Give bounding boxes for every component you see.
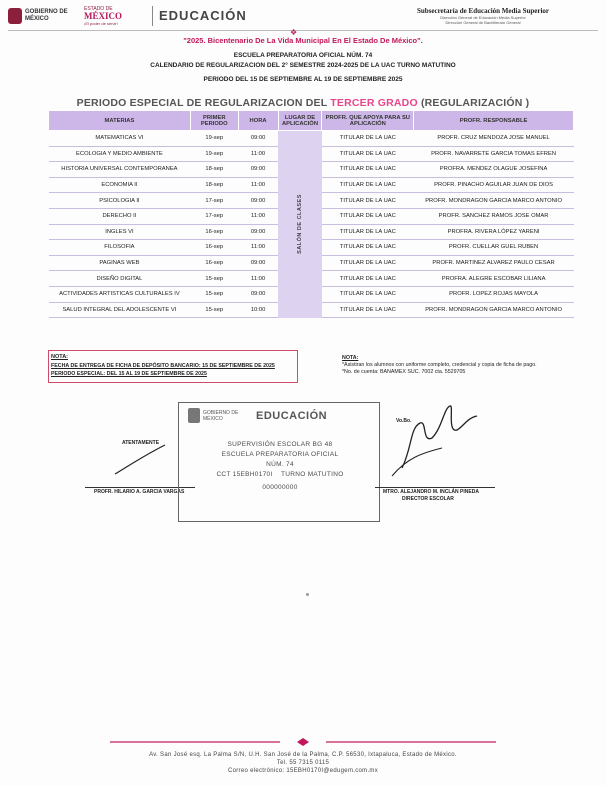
lugar-label: SALÓN DE CLASES [296, 194, 303, 255]
cell-responsable: PROFR. MARTINEZ ALVAREZ PAULO CESAR [414, 255, 574, 271]
cell-responsable: PROFR. NAVARRETE GARCIA TOMAS EFREN [414, 146, 574, 162]
stamp-line1: SUPERVISIÓN ESCOLAR BG 48 [227, 441, 333, 448]
note-right-heading: NOTA: [342, 355, 359, 361]
cell-apoya: TITULAR DE LA UAC [322, 131, 414, 147]
note-left-heading: NOTA: [51, 354, 69, 360]
stamp-line5: 000000000 [262, 484, 298, 491]
cell-periodo: 16-sep [190, 255, 238, 271]
sig-left-label: ATENTAMENTE [122, 440, 160, 446]
table-title-highlight: TERCER GRADO [330, 97, 418, 109]
stamp-logo-text: GOBIERNO DE MÉXICO [203, 410, 239, 422]
cell-periodo: 16-sep [190, 240, 238, 256]
col-periodo: PRIMER PERIODO [190, 111, 238, 131]
dept-title: EDUCACIÓN [159, 8, 247, 23]
cell-responsable: PROFR. PINACHO AGUILAR JUAN DE DIOS [414, 177, 574, 193]
cell-apoya: TITULAR DE LA UAC [322, 302, 414, 318]
note-right-line1: *Asistiran los alumnos con uniforme completo, credencial y copia de ficha de pago. [342, 362, 537, 368]
cell-periodo: 15-sep [190, 302, 238, 318]
coat-of-arms-icon [8, 8, 22, 24]
cell-apoya: TITULAR DE LA UAC [322, 286, 414, 302]
sig-right-name: MTRO. ALEJANDRO M. INCLÁN PINEDA [383, 489, 479, 495]
cell-responsable: PROFR. CUELLAR GUEL RUBEN [414, 240, 574, 256]
gov-logo-text: GOBIERNO DE MÉXICO [25, 9, 68, 22]
note-right [342, 355, 574, 376]
state-logo [84, 6, 148, 26]
cell-periodo: 15-sep [190, 286, 238, 302]
cell-responsable: PROFRA. MENDEZ OLAGUE JOSEFINA [414, 162, 574, 178]
cell-materia: INGLES VI [49, 224, 191, 240]
cell-hora: 09:00 [238, 224, 278, 240]
cell-hora: 09:00 [238, 131, 278, 147]
cell-apoya: TITULAR DE LA UAC [322, 146, 414, 162]
ornament-icon: ❖ [290, 28, 298, 37]
cell-apoya: TITULAR DE LA UAC [322, 255, 414, 271]
col-materias: MATERIAS [49, 111, 191, 131]
sub-title: Subsecretaría de Educación Media Superior [416, 7, 550, 15]
table-title-part1: PERIODO ESPECIAL DE REGULARIZACION DEL [76, 97, 331, 109]
stamp-logo [188, 408, 248, 426]
cell-responsable: PROFR. LOPEZ ROJAS MAYOLA [414, 286, 574, 302]
cell-materia: FILOSOFIA [49, 240, 191, 256]
table-row [49, 131, 574, 147]
state-logo-motto: ¡El poder de servir! [84, 21, 118, 26]
note-right-line2: *No. de cuenta: BANAMEX SUC. 7002 cta. 5529705 [342, 369, 466, 375]
cell-apoya: TITULAR DE LA UAC [322, 271, 414, 287]
cell-hora: 11:00 [238, 240, 278, 256]
cell-lugar [278, 131, 322, 318]
stamp-dept: EDUCACIÓN [256, 410, 328, 422]
sig-right-label: Vo.Bo. [396, 418, 412, 424]
cell-periodo: 16-sep [190, 224, 238, 240]
table-title-part2: (REGULARIZACIÓN ) [417, 97, 530, 109]
stamp-emblem-icon [188, 408, 200, 423]
school-title: ESCUELA PREPARATORIA OFICIAL NÚM. 74 [233, 52, 373, 59]
calendar-title: CALENDARIO DE REGULARIZACION DEL 2° SEMESTRE 2024-2025 DE LA UAC TURNO MATUTINO [150, 62, 456, 69]
sub-line-2: Dirección General de Bachillerato General [445, 20, 521, 25]
cell-responsable: PROFR. MONDRAGON GARCIA MARCO ANTONIO [414, 193, 574, 209]
cell-periodo: 17-sep [190, 193, 238, 209]
col-lugar: LUGAR DE APLICACIÓN [278, 111, 322, 131]
col-hora: HORA [238, 111, 278, 131]
cell-materia: HISTORIA UNIVERSAL CONTEMPORANEA [49, 162, 191, 178]
cell-materia: SALUD INTEGRAL DEL ADOLESCENTE VI [49, 302, 191, 318]
footer-address: Av. San José esq. La Palma S/N, U.H. San José de la Palma, C.P. 56530, Ixtapaluca, Estado de México. [149, 752, 457, 758]
stamp-line4 [190, 471, 370, 478]
stamp-line3: NÚM. 74 [266, 461, 294, 468]
cell-apoya: TITULAR DE LA UAC [322, 193, 414, 209]
cell-hora: 11:00 [238, 271, 278, 287]
cell-hora: 11:00 [238, 208, 278, 224]
schedule-table [48, 110, 574, 318]
table-header-row [49, 111, 574, 131]
cell-materia: ECOLOGIA Y MEDIO AMBIENTE [49, 146, 191, 162]
header-rule [8, 30, 598, 31]
stamp-turno: TURNO MATUTINO [280, 471, 344, 478]
cell-hora: 11:00 [238, 146, 278, 162]
cell-apoya: TITULAR DE LA UAC [322, 240, 414, 256]
cell-responsable: PROFRA. ALEGRE ESCOBAR LILIANA [414, 271, 574, 287]
cell-materia: DISEÑO DIGITAL [49, 271, 191, 287]
cell-apoya: TITULAR DE LA UAC [322, 224, 414, 240]
col-apoya: PROFR. QUE APOYA PARA SU APLICACIÓN [322, 111, 414, 131]
signature-left-icon [110, 440, 180, 480]
motto: "2025. Bicentenario De La Vida Municipal En El Estado De México". [183, 36, 423, 45]
footer-email: Correo electrónico: 15EBH0170I@edugem.com.mx [227, 768, 379, 774]
stamp-line2: ESCUELA PREPARATORIA OFICIAL [221, 451, 339, 458]
cell-periodo: 18-sep [190, 177, 238, 193]
cell-materia: MATEMATICAS VI [49, 131, 191, 147]
cell-responsable: PROFRA. RIVERA LÓPEZ YARENI [414, 224, 574, 240]
cell-apoya: TITULAR DE LA UAC [322, 208, 414, 224]
cell-periodo: 18-sep [190, 162, 238, 178]
cell-hora: 09:00 [238, 162, 278, 178]
cell-responsable: PROFR. CRUZ MENDOZA JOSE MANUEL [414, 131, 574, 147]
cell-apoya: TITULAR DE LA UAC [322, 162, 414, 178]
header-divider [152, 6, 153, 26]
cell-hora: 11:00 [238, 177, 278, 193]
sig-right-role: DIRECTOR ESCOLAR [402, 496, 454, 502]
period-title: PERIODO DEL 15 DE SEPTIEMBRE AL 19 DE SEPTIEMBRE 2025 [203, 76, 403, 83]
cell-apoya: TITULAR DE LA UAC [322, 177, 414, 193]
cell-materia: PAGINAS WEB [49, 255, 191, 271]
cell-hora: 10:00 [238, 302, 278, 318]
note-left-line1: FECHA DE ENTREGA DE FICHA DE DEPÓSITO BANCARIO: 15 DE SEPTIEMBRE DE 2025 [51, 363, 275, 369]
cell-hora: 09:00 [238, 286, 278, 302]
sub-line-1: Dirección General de Educación Media Superior [440, 15, 526, 20]
sig-left-name: PROFR. HILARIO A. GARCIA VARGAS [94, 489, 185, 495]
sub-department [370, 7, 596, 25]
signature-right-icon [372, 398, 482, 483]
cell-periodo: 15-sep [190, 271, 238, 287]
scan-speck [306, 593, 309, 596]
state-logo-top: ESTADO DE [84, 6, 113, 12]
col-responsable: PROFR. RESPONSABLE [414, 111, 574, 131]
cell-periodo: 19-sep [190, 131, 238, 147]
cell-periodo: 19-sep [190, 146, 238, 162]
cell-materia: PSICOLOGIA II [49, 193, 191, 209]
cell-responsable: PROFR. MONDRAGON GARCIA MARCO ANTONIO [414, 302, 574, 318]
note-left [48, 350, 298, 383]
footer-ornament-icon [0, 738, 606, 746]
cell-materia: DERECHO II [49, 208, 191, 224]
footer-tel: Tel. 55 7315 0115 [276, 760, 330, 766]
stamp-cct: CCT 15EBH0170I [216, 471, 273, 478]
sig-right-line [375, 487, 495, 488]
state-logo-name: MÉXICO [84, 11, 122, 21]
table-title [0, 97, 606, 109]
cell-materia: ECONOMIA II [49, 177, 191, 193]
cell-responsable: PROFR. SANCHEZ RAMOS JOSE OMAR [414, 208, 574, 224]
cell-hora: 09:00 [238, 193, 278, 209]
gov-logo [8, 6, 70, 26]
cell-materia: ACTIVIDADES ARTISTICAS CULTURALES IV [49, 286, 191, 302]
cell-periodo: 17-sep [190, 208, 238, 224]
note-left-line2: PERIODO ESPECIAL: DEL 15 AL 19 DE SEPTIEMBRE DE 2025 [51, 371, 207, 377]
cell-hora: 09:00 [238, 255, 278, 271]
